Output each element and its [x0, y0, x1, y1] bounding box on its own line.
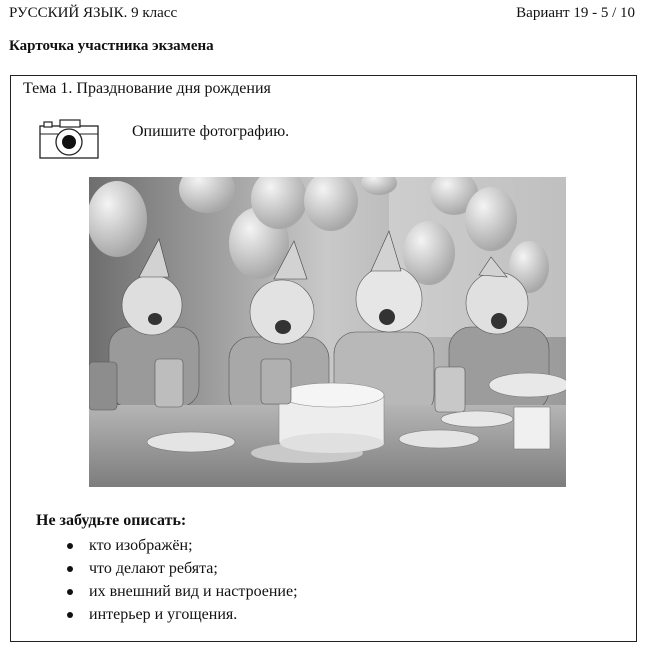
task-instruction: Опишите фотографию. — [132, 123, 290, 140]
card-title: Карточка участника экзамена — [9, 38, 214, 54]
list-item: их внешний вид и настроение; — [61, 580, 298, 603]
reminder-heading: Не забудьте описать: — [36, 512, 187, 529]
topic-heading: Тема 1. Празднование дня рождения — [23, 80, 271, 97]
camera-icon — [38, 116, 100, 160]
page-header-variant: Вариант 19 - 5 / 10 — [516, 5, 635, 21]
birthday-party-photo — [89, 177, 566, 487]
list-item: интерьер и угощения. — [61, 603, 298, 626]
page-header-subject: РУССКИЙ ЯЗЫК. 9 класс — [9, 5, 178, 21]
task-frame — [10, 75, 637, 642]
list-item: кто изображён; — [61, 534, 298, 557]
reminder-list — [61, 534, 298, 626]
list-item: что делают ребята; — [61, 557, 298, 580]
